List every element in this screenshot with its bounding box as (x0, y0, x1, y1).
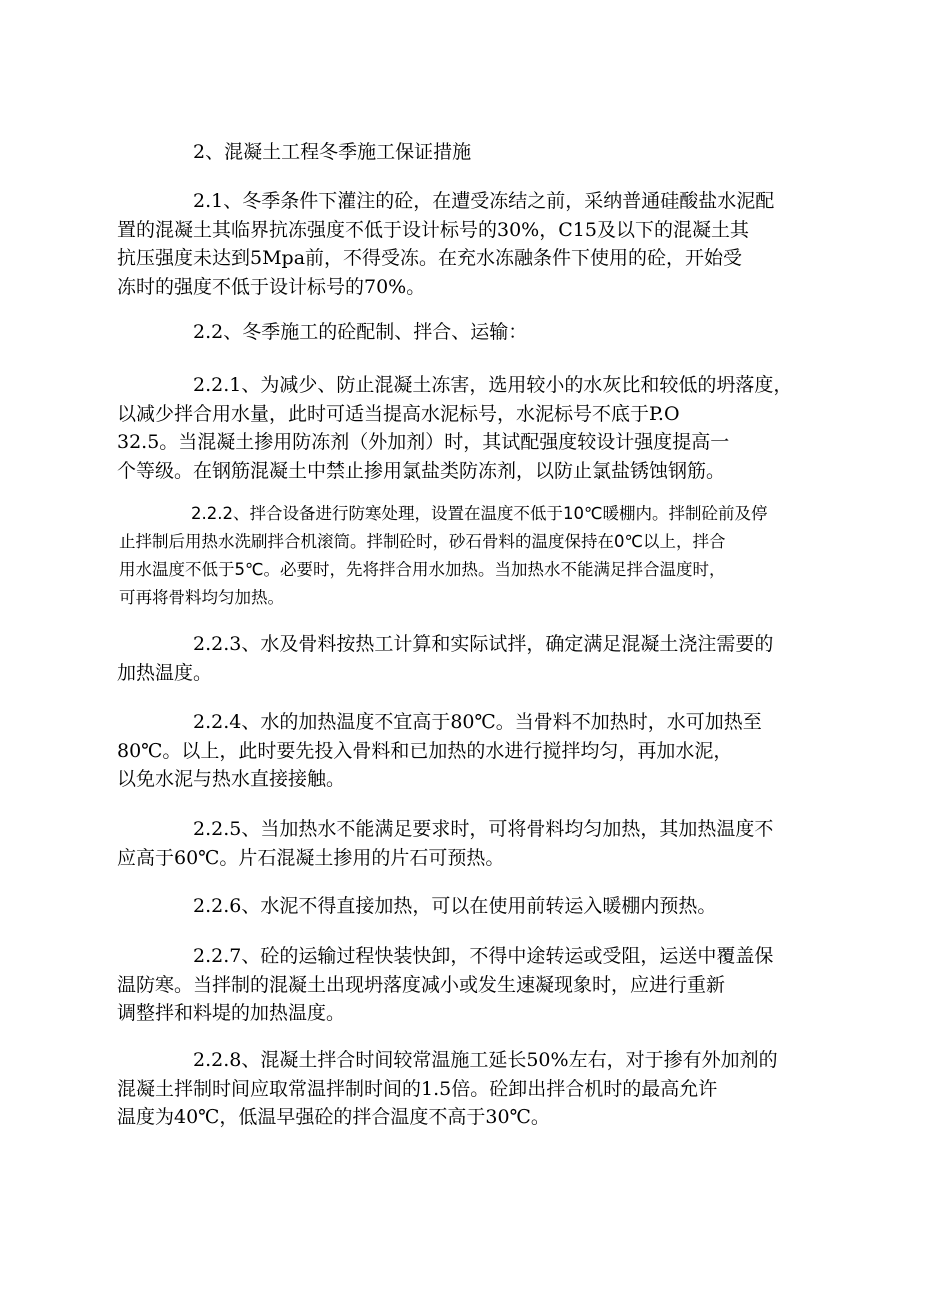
paragraph-line: 置的混凝土其临界抗冻强度不低于设计标号的30%，C15及以下的混凝土其 (117, 218, 749, 241)
paragraph-line: 混凝土拌制时间应取常温拌制时间的1.5倍。砼卸出拌合机时的最高允许 (117, 1077, 718, 1100)
paragraph-2-2-1 (117, 371, 845, 485)
paragraph-2-2-6 (155, 892, 845, 921)
paragraph-line: 冻时的强度不低于设计标号的70%。 (117, 275, 426, 298)
paragraph-line: 2.2.5、当加热水不能满足要求时，可将骨料均匀加热，其加热温度不 (193, 818, 774, 840)
paragraph-line: 可再将骨料均匀加热。 (119, 588, 284, 607)
paragraph-2-2-7 (117, 942, 845, 1028)
paragraph-line: 32.5。当混凝土掺用防冻剂（外加剂）时，其试配强度较设计强度提高一 (117, 431, 730, 453)
paragraph-line: 2.2.3、水及骨料按热工计算和实际试拌，确定满足混凝土浇注需要的 (193, 633, 774, 655)
paragraph-2-2-2 (119, 500, 845, 612)
paragraph-2-2 (155, 318, 845, 347)
paragraph-line: 2.2.6、水泥不得直接加热，可以在使用前转运入暖棚内预热。 (193, 895, 717, 917)
paragraph-line: 个等级。在钢筋混凝土中禁止掺用氯盐类防冻剂，以防止氯盐锈蚀钢筋。 (117, 459, 726, 482)
paragraph-line: 以减少拌合用水量，此时可适当提高水泥标号，水泥标号不底于P.O (117, 402, 680, 425)
paragraph-line: 2.2.7、砼的运输过程快装快卸，不得中途转运或受阻，运送中覆盖保 (193, 945, 774, 967)
paragraph-2-2-4 (117, 708, 845, 794)
paragraph-line: 温防寒。当拌制的混凝土出现坍落度减小或发生速凝现象时，应进行重新 (117, 973, 726, 996)
paragraph-line: 应高于60℃。片石混凝土掺用的片石可预热。 (117, 846, 505, 869)
paragraph-line: 2.2、冬季施工的砼配制、拌合、运输： (193, 321, 528, 343)
section-heading: 2、混凝土工程冬季施工保证措施 (193, 141, 472, 163)
paragraph-line: 以免水泥与热水直接接触。 (117, 768, 346, 790)
paragraph-line: 2.2.1、为减少、防止混凝土冻害，选用较小的水灰比和较低的坍落度， (193, 374, 793, 396)
paragraph-line: 2.2.2、拌合设备进行防寒处理，设置在温度不低于10℃暖棚内。拌制砼前及停 (191, 504, 768, 523)
paragraph-line: 2.1、冬季条件下灌注的砼，在遭受冻结之前，采纳普通硅酸盐水泥配 (193, 190, 775, 212)
paragraph-line: 2.2.8、混凝土拌合时间较常温施工延长50%左右，对于掺有外加剂的 (193, 1049, 778, 1071)
paragraph-line: 止拌制后用热水洗刷拌合机滚筒。拌制砼时，砂石骨料的温度保持在0℃以上，拌合 (119, 532, 726, 551)
paragraph-line: 加热温度。 (117, 661, 213, 684)
paragraph-2-2-5 (117, 815, 845, 872)
paragraph-line: 2.2.4、水的加热温度不宜高于80℃。当骨料不加热时，水可加热至 (193, 711, 762, 733)
paragraph-2-2-3 (117, 630, 845, 687)
paragraph-line: 调整拌和料堤的加热温度。 (117, 1002, 346, 1024)
paragraph-line: 抗压强度未达到5Mpa前，不得受冻。在充水冻融条件下使用的砼，开始受 (117, 247, 743, 269)
paragraph-line: 用水温度不低于5℃。必要时，先将拌合用水加热。当加热水不能满足拌合温度时， (119, 560, 726, 579)
paragraph-2-2-8 (117, 1046, 845, 1132)
paragraph-2-1 (117, 187, 845, 301)
paragraph-line: 温度为40℃，低温早强砼的拌合温度不高于30℃。 (117, 1106, 550, 1128)
paragraph-line: 80℃。以上，此时要先投入骨料和已加热的水进行搅拌均匀，再加水泥， (117, 739, 733, 762)
